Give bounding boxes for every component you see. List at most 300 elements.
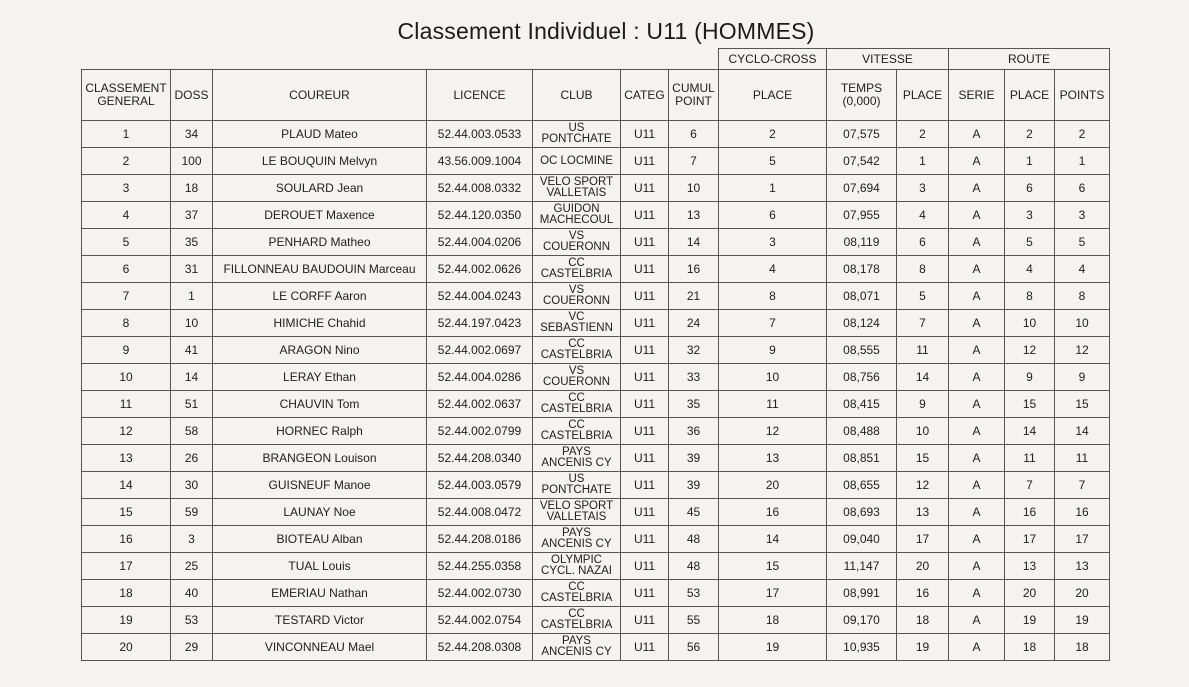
header-club: CLUB	[533, 70, 621, 121]
header-cc-place: PLACE	[719, 70, 827, 121]
cell-licence: 52.44.002.0626	[427, 256, 533, 283]
cell-rank: 12	[82, 418, 171, 445]
cell-club	[533, 337, 621, 364]
cell-cumul: 32	[669, 337, 719, 364]
cell-r-place: 4	[1005, 256, 1055, 283]
cell-rank: 7	[82, 283, 171, 310]
cell-categ: U11	[621, 634, 669, 661]
cell-r-place: 17	[1005, 526, 1055, 553]
club-line: VALLETAIS	[546, 187, 607, 199]
results-body	[82, 121, 1110, 661]
cell-temps: 07,694	[827, 175, 897, 202]
cell-club	[533, 472, 621, 499]
cell-cumul: 35	[669, 391, 719, 418]
cell-coureur: LAUNAY Noe	[213, 499, 427, 526]
cell-cc-place: 10	[719, 364, 827, 391]
cell-categ: U11	[621, 580, 669, 607]
cell-cumul: 16	[669, 256, 719, 283]
cell-points: 5	[1055, 229, 1110, 256]
cell-temps: 07,955	[827, 202, 897, 229]
header-licence: LICENCE	[427, 70, 533, 121]
cell-rank: 13	[82, 445, 171, 472]
cell-r-place: 6	[1005, 175, 1055, 202]
cell-cumul: 56	[669, 634, 719, 661]
header-classement	[82, 70, 171, 121]
cell-categ: U11	[621, 121, 669, 148]
cell-coureur: GUISNEUF Manoe	[213, 472, 427, 499]
cell-points: 14	[1055, 418, 1110, 445]
cell-points: 17	[1055, 526, 1110, 553]
cell-r-place: 14	[1005, 418, 1055, 445]
table-row	[82, 310, 1110, 337]
cell-serie: A	[949, 121, 1005, 148]
cell-cc-place: 19	[719, 634, 827, 661]
cell-serie: A	[949, 553, 1005, 580]
cell-cumul: 21	[669, 283, 719, 310]
club-line: PAYS	[562, 635, 591, 647]
club-line: CASTELBRIA	[540, 619, 613, 631]
cell-club	[533, 148, 621, 175]
club-line: CC	[568, 338, 585, 350]
cell-rank: 6	[82, 256, 171, 283]
cell-r-place: 9	[1005, 364, 1055, 391]
cell-categ: U11	[621, 310, 669, 337]
club-line: OLYMPIC	[551, 554, 602, 566]
cell-temps: 08,655	[827, 472, 897, 499]
cell-v-place: 16	[897, 580, 949, 607]
club-line: ANCENIS CY	[541, 646, 612, 658]
cell-doss: 29	[171, 634, 213, 661]
club-line: CASTELBRIA	[540, 430, 613, 442]
cell-points: 18	[1055, 634, 1110, 661]
cell-licence: 52.44.002.0799	[427, 418, 533, 445]
cell-coureur: PENHARD Matheo	[213, 229, 427, 256]
cell-points: 12	[1055, 337, 1110, 364]
cell-categ: U11	[621, 445, 669, 472]
cell-serie: A	[949, 283, 1005, 310]
cell-temps: 08,071	[827, 283, 897, 310]
cell-temps: 08,756	[827, 364, 897, 391]
cell-rank: 8	[82, 310, 171, 337]
header-coureur: COUREUR	[213, 70, 427, 121]
cell-licence: 52.44.208.0186	[427, 526, 533, 553]
cell-points: 4	[1055, 256, 1110, 283]
club-line: PONTCHATE	[541, 484, 612, 496]
cell-doss: 59	[171, 499, 213, 526]
cell-r-place: 16	[1005, 499, 1055, 526]
cell-serie: A	[949, 418, 1005, 445]
cell-rank: 16	[82, 526, 171, 553]
cell-licence: 52.44.002.0754	[427, 607, 533, 634]
cell-club	[533, 256, 621, 283]
cell-club	[533, 607, 621, 634]
cell-r-place: 1	[1005, 148, 1055, 175]
cell-cumul: 55	[669, 607, 719, 634]
club-line: US	[568, 122, 585, 134]
club-line: VELO SPORT	[539, 500, 614, 512]
group-header-row	[82, 49, 1110, 70]
cell-v-place: 13	[897, 499, 949, 526]
cell-coureur: VINCONNEAU Mael	[213, 634, 427, 661]
club-line: CC	[568, 419, 585, 431]
cell-licence: 52.44.208.0308	[427, 634, 533, 661]
club-line: CC	[568, 257, 585, 269]
cell-cumul: 14	[669, 229, 719, 256]
cell-serie: A	[949, 607, 1005, 634]
club-line: VS	[568, 365, 585, 377]
club-line: CASTELBRIA	[540, 403, 613, 415]
cell-doss: 37	[171, 202, 213, 229]
cell-club	[533, 499, 621, 526]
cell-doss: 31	[171, 256, 213, 283]
cell-licence: 52.44.002.0637	[427, 391, 533, 418]
cell-r-place: 13	[1005, 553, 1055, 580]
table-row	[82, 283, 1110, 310]
cell-cumul: 45	[669, 499, 719, 526]
cell-r-place: 10	[1005, 310, 1055, 337]
cell-serie: A	[949, 337, 1005, 364]
cell-temps: 08,555	[827, 337, 897, 364]
cell-cc-place: 18	[719, 607, 827, 634]
cell-club	[533, 445, 621, 472]
cell-categ: U11	[621, 364, 669, 391]
cell-rank: 11	[82, 391, 171, 418]
cell-club	[533, 418, 621, 445]
cell-club	[533, 229, 621, 256]
cell-doss: 34	[171, 121, 213, 148]
table-row	[82, 364, 1110, 391]
cell-licence: 52.44.003.0579	[427, 472, 533, 499]
cell-coureur: DEROUET Maxence	[213, 202, 427, 229]
cell-doss: 18	[171, 175, 213, 202]
table-row	[82, 202, 1110, 229]
header-doss: DOSS	[171, 70, 213, 121]
cell-r-place: 12	[1005, 337, 1055, 364]
cell-r-place: 7	[1005, 472, 1055, 499]
cell-coureur: FILLONNEAU BAUDOUIN Marceau	[213, 256, 427, 283]
cell-serie: A	[949, 148, 1005, 175]
cell-categ: U11	[621, 418, 669, 445]
cell-rank: 1	[82, 121, 171, 148]
table-row	[82, 580, 1110, 607]
club-line: GUIDON	[553, 203, 600, 215]
cell-categ: U11	[621, 229, 669, 256]
cell-cc-place: 4	[719, 256, 827, 283]
table-row	[82, 229, 1110, 256]
cell-temps: 11,147	[827, 553, 897, 580]
cell-doss: 58	[171, 418, 213, 445]
cell-v-place: 9	[897, 391, 949, 418]
cell-temps: 10,935	[827, 634, 897, 661]
cell-points: 7	[1055, 472, 1110, 499]
cell-coureur: HIMICHE Chahid	[213, 310, 427, 337]
cell-rank: 4	[82, 202, 171, 229]
cell-points: 6	[1055, 175, 1110, 202]
cell-serie: A	[949, 256, 1005, 283]
cell-doss: 35	[171, 229, 213, 256]
table-row	[82, 337, 1110, 364]
cell-cumul: 6	[669, 121, 719, 148]
cell-club	[533, 553, 621, 580]
cell-v-place: 6	[897, 229, 949, 256]
cell-r-place: 20	[1005, 580, 1055, 607]
cell-v-place: 18	[897, 607, 949, 634]
cell-categ: U11	[621, 148, 669, 175]
cell-serie: A	[949, 310, 1005, 337]
cell-points: 16	[1055, 499, 1110, 526]
club-line: CASTELBRIA	[540, 349, 613, 361]
cell-cc-place: 5	[719, 148, 827, 175]
cell-r-place: 8	[1005, 283, 1055, 310]
cell-doss: 53	[171, 607, 213, 634]
header-temps-l1: TEMPS	[840, 81, 883, 95]
cell-club	[533, 580, 621, 607]
cell-serie: A	[949, 175, 1005, 202]
cell-categ: U11	[621, 202, 669, 229]
cell-rank: 10	[82, 364, 171, 391]
cell-serie: A	[949, 472, 1005, 499]
cell-v-place: 3	[897, 175, 949, 202]
cell-v-place: 5	[897, 283, 949, 310]
cell-points: 9	[1055, 364, 1110, 391]
cell-points: 1	[1055, 148, 1110, 175]
cell-categ: U11	[621, 553, 669, 580]
cell-points: 13	[1055, 553, 1110, 580]
cell-points: 10	[1055, 310, 1110, 337]
cell-licence: 52.44.004.0243	[427, 283, 533, 310]
cell-categ: U11	[621, 283, 669, 310]
cell-cc-place: 15	[719, 553, 827, 580]
cell-doss: 1	[171, 283, 213, 310]
cell-v-place: 19	[897, 634, 949, 661]
cell-categ: U11	[621, 526, 669, 553]
header-temps-l2: (0,000)	[842, 94, 881, 108]
cell-r-place: 19	[1005, 607, 1055, 634]
results-table	[81, 48, 1110, 661]
club-line: VS	[568, 284, 585, 296]
cell-points: 11	[1055, 445, 1110, 472]
cell-serie: A	[949, 202, 1005, 229]
cell-doss: 26	[171, 445, 213, 472]
cell-v-place: 20	[897, 553, 949, 580]
cell-v-place: 15	[897, 445, 949, 472]
club-line: SEBASTIENN	[540, 322, 613, 334]
cell-cc-place: 7	[719, 310, 827, 337]
cell-doss: 14	[171, 364, 213, 391]
cell-serie: A	[949, 229, 1005, 256]
cell-doss: 51	[171, 391, 213, 418]
cell-doss: 41	[171, 337, 213, 364]
group-vitesse: VITESSE	[827, 49, 949, 70]
cell-club	[533, 175, 621, 202]
header-classement-l2: GENERAL	[97, 94, 155, 108]
table-row	[82, 553, 1110, 580]
table-row	[82, 499, 1110, 526]
cell-temps: 08,178	[827, 256, 897, 283]
cell-v-place: 11	[897, 337, 949, 364]
cell-doss: 40	[171, 580, 213, 607]
group-spacer	[82, 49, 719, 70]
cell-rank: 5	[82, 229, 171, 256]
cell-doss: 3	[171, 526, 213, 553]
cell-licence: 52.44.004.0206	[427, 229, 533, 256]
cell-licence: 52.44.008.0332	[427, 175, 533, 202]
club-line: MACHECOUL	[539, 214, 614, 226]
header-cumul-l1: CUMUL	[672, 81, 715, 95]
cell-doss: 10	[171, 310, 213, 337]
cell-categ: U11	[621, 472, 669, 499]
cell-temps: 07,542	[827, 148, 897, 175]
header-temps	[827, 70, 897, 121]
cell-temps: 09,040	[827, 526, 897, 553]
club-line: COUERONN	[542, 376, 611, 388]
cell-doss: 25	[171, 553, 213, 580]
table-row	[82, 526, 1110, 553]
cell-rank: 17	[82, 553, 171, 580]
cell-v-place: 2	[897, 121, 949, 148]
cell-serie: A	[949, 445, 1005, 472]
cell-club	[533, 202, 621, 229]
club-line: PONTCHATE	[541, 133, 612, 145]
header-v-place: PLACE	[897, 70, 949, 121]
cell-licence: 52.44.004.0286	[427, 364, 533, 391]
cell-r-place: 15	[1005, 391, 1055, 418]
cell-licence: 52.44.008.0472	[427, 499, 533, 526]
cell-coureur: BRANGEON Louison	[213, 445, 427, 472]
table-row	[82, 472, 1110, 499]
club-line: CASTELBRIA	[540, 592, 613, 604]
cell-points: 2	[1055, 121, 1110, 148]
club-line: US	[568, 473, 585, 485]
cell-coureur: LE BOUQUIN Melvyn	[213, 148, 427, 175]
table-row	[82, 391, 1110, 418]
cell-coureur: BIOTEAU Alban	[213, 526, 427, 553]
cell-cc-place: 3	[719, 229, 827, 256]
club-line: CC	[568, 608, 585, 620]
cell-licence: 52.44.208.0340	[427, 445, 533, 472]
cell-temps: 09,170	[827, 607, 897, 634]
cell-cumul: 33	[669, 364, 719, 391]
cell-club	[533, 364, 621, 391]
club-line: CASTELBRIA	[540, 268, 613, 280]
cell-categ: U11	[621, 607, 669, 634]
cell-licence: 52.44.197.0423	[427, 310, 533, 337]
cell-serie: A	[949, 364, 1005, 391]
cell-r-place: 5	[1005, 229, 1055, 256]
cell-temps: 08,851	[827, 445, 897, 472]
cell-cumul: 7	[669, 148, 719, 175]
header-serie: SERIE	[949, 70, 1005, 121]
cell-cc-place: 12	[719, 418, 827, 445]
cell-cumul: 10	[669, 175, 719, 202]
cell-serie: A	[949, 580, 1005, 607]
cell-v-place: 10	[897, 418, 949, 445]
cell-temps: 08,119	[827, 229, 897, 256]
cell-cc-place: 16	[719, 499, 827, 526]
cell-club	[533, 391, 621, 418]
cell-serie: A	[949, 391, 1005, 418]
cell-coureur: TUAL Louis	[213, 553, 427, 580]
cell-v-place: 4	[897, 202, 949, 229]
cell-cc-place: 13	[719, 445, 827, 472]
cell-cc-place: 9	[719, 337, 827, 364]
cell-categ: U11	[621, 391, 669, 418]
cell-temps: 08,693	[827, 499, 897, 526]
cell-v-place: 12	[897, 472, 949, 499]
cell-licence: 52.44.002.0697	[427, 337, 533, 364]
cell-v-place: 14	[897, 364, 949, 391]
cell-points: 19	[1055, 607, 1110, 634]
cell-temps: 08,488	[827, 418, 897, 445]
club-line: VS	[568, 230, 585, 242]
table-row	[82, 148, 1110, 175]
cell-cumul: 13	[669, 202, 719, 229]
cell-licence: 52.44.002.0730	[427, 580, 533, 607]
cell-cc-place: 6	[719, 202, 827, 229]
cell-club	[533, 310, 621, 337]
cell-cumul: 24	[669, 310, 719, 337]
cell-categ: U11	[621, 499, 669, 526]
header-points: POINTS	[1055, 70, 1110, 121]
cell-club	[533, 526, 621, 553]
cell-rank: 3	[82, 175, 171, 202]
cell-licence: 52.44.255.0358	[427, 553, 533, 580]
cell-r-place: 18	[1005, 634, 1055, 661]
club-line: PAYS	[562, 446, 591, 458]
table-row	[82, 445, 1110, 472]
cell-v-place: 7	[897, 310, 949, 337]
cell-club	[533, 634, 621, 661]
table-row	[82, 418, 1110, 445]
club-line: VELO SPORT	[539, 176, 614, 188]
cell-r-place: 3	[1005, 202, 1055, 229]
group-cyclo-cross: CYCLO-CROSS	[719, 49, 827, 70]
cell-club	[533, 283, 621, 310]
cell-r-place: 11	[1005, 445, 1055, 472]
cell-serie: A	[949, 526, 1005, 553]
cell-temps: 08,415	[827, 391, 897, 418]
cell-temps: 07,575	[827, 121, 897, 148]
cell-cc-place: 14	[719, 526, 827, 553]
cell-coureur: TESTARD Victor	[213, 607, 427, 634]
cell-rank: 18	[82, 580, 171, 607]
page-title: Classement Individuel : U11 (HOMMES)	[397, 18, 815, 44]
header-cumul-l2: POINT	[675, 94, 712, 108]
cell-coureur: LERAY Ethan	[213, 364, 427, 391]
club-line: COUERONN	[542, 241, 611, 253]
cell-cc-place: 20	[719, 472, 827, 499]
cell-coureur: EMERIAU Nathan	[213, 580, 427, 607]
cell-categ: U11	[621, 256, 669, 283]
header-r-place: PLACE	[1005, 70, 1055, 121]
cell-rank: 14	[82, 472, 171, 499]
table-row	[82, 175, 1110, 202]
header-classement-l1: CLASSEMENT	[85, 81, 167, 95]
club-line: CYCL. NAZAI	[541, 565, 612, 577]
cell-categ: U11	[621, 337, 669, 364]
cell-points: 15	[1055, 391, 1110, 418]
cell-doss: 100	[171, 148, 213, 175]
cell-cc-place: 8	[719, 283, 827, 310]
cell-v-place: 1	[897, 148, 949, 175]
club-line: CC	[568, 392, 585, 404]
cell-cumul: 36	[669, 418, 719, 445]
column-header-row	[82, 70, 1110, 121]
cell-rank: 19	[82, 607, 171, 634]
cell-cumul: 48	[669, 553, 719, 580]
table-row	[82, 121, 1110, 148]
club-line: COUERONN	[542, 295, 611, 307]
